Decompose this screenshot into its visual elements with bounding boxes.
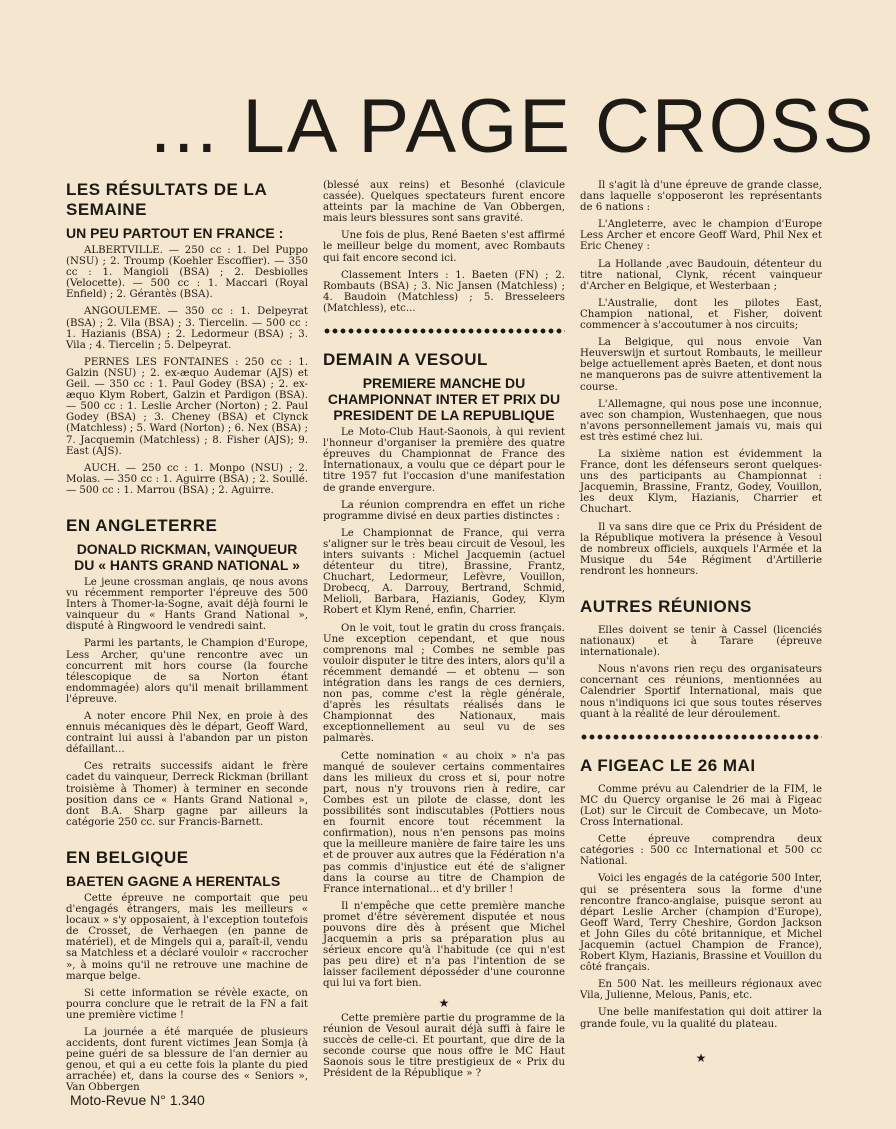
autres-paragraph: Nous n'avons rien reçu des organisateurs concernant ces réunions, mentionnées au Calendrier Sportif International, mais que nous n'indiquons ici que sous toutes réserves quant à la réalité de leur déroulement. bbox=[580, 664, 822, 720]
vesoul-nations: La sixième nation est évidemment la France, dont les défenseurs seront quelques-uns des participants au Championnat : Jacquemin, Brassine, Frantz, Godey, Vouillon, les deux Klym, Hazianis, Charrier et Chuchart. bbox=[580, 448, 822, 516]
figeac-paragraph: Voici les engagés de la catégorie 500 Inter, qui se présentera sous la forme d'une rencontre franco-anglaise, puisque seront au départ Leslie Archer (champion d'Europe), Geoff Ward, Terry Cheshire, Gordon Jackson et John Giles du côté britannique, et Michel Jacquemin (actuel Champion de France), Robert Klym, Hazianis, Brassine et Vouillon du côté français. bbox=[580, 873, 822, 974]
results-pernes: PERNES LES FONTAINES : 250 cc : 1. Galzin (NSU) ; 2. ex-æquo Audemar (AJS) et Geil. — 350 cc : 1. Paul Godey (BSA) ; 2. ex-æquo Klym Robert, Galzin et Pardigon (BSA). — 500 cc : 1. Leslie Archer (Norton) ; 2. Paul Godey (BSA) ; 3. Cheney (BSA) et Clynck (Matchless) ; 5. Ward (Norton) ; 6. Nex (BSA) ; 7. Jacquemin (Matchless) ; 8. Fisher (AJS); 9. East (AJS). bbox=[66, 356, 308, 457]
belgium-paragraph: Si cette information se révèle exacte, on pourra conclure que le retrait de la FN a fait une première victime ! bbox=[66, 987, 308, 1021]
belgium-continued: Une fois de plus, René Baeten s'est affirmé le meilleur belge du moment, avec Rombauts qui fait encore second ici. bbox=[323, 230, 565, 264]
england-paragraph: Le jeune crossman anglais, qe nous avons vu récemment remporter l'épreuve des 500 Inters à Thomer-la-Sogne, avait déjà fourni le vainqueur du « Hants Grand National », disputé à Ringwoord le vendredi saint. bbox=[66, 576, 308, 633]
vesoul-paragraph: On le voit, tout le gratin du cross français. Une exception cependant, et que nous comprenons mal ; Combes ne semble pas vouloir disputer le titre des inters, alors qu'il a récemment demandé — et obtenu — son intégration dans les rangs de ces derniers, non pas, comme c'est la règle générale, d'après les résultats réalisés dans le Championnat des Nationaux, mais exceptionnellement au seul vu de ses palmarès. bbox=[323, 622, 565, 745]
vesoul-nations: L'Allemagne, qui nous pose une inconnue, avec son champion, Wustenhaegen, que nous n'avons personnellement jamais vu, mais qui est très estimé chez lui. bbox=[580, 398, 822, 443]
vesoul-subheading: PREMIERE MANCHE DU CHAMPIONNAT INTER ET PRIX DU PRESIDENT DE LA REPUBLIQUE bbox=[327, 375, 561, 424]
england-subheading: DONALD RICKMAN, VAINQUEUR DU « HANTS GRAND NATIONAL » bbox=[74, 540, 300, 573]
belgium-paragraph: Cette épreuve ne comportait que peu d'engagés étrangers, mais les meilleurs « locaux » s'y opposaient, à l'exception toutefois de Crosset, de Verhaegen (en panne de matériel), et de Mingels qui a, paraît-il, vendu sa Matchless et a déclaré vouloir « raccrocher », à moins qu'il ne retrouve une machine de marque belge. bbox=[66, 892, 308, 982]
vesoul-paragraph: Il n'empêche que cette première manche promet d'être sévèrement disputée et nous pouvons dire dès à présent que Michel Jacquemin a pris sa préparation plus au sérieux encore qu'à l'habitude (ce qui n'est pas peu dire) et n'a pas l'intention de se laisser facilement déposséder d'une couronne qui lui va fort bien. bbox=[323, 900, 565, 990]
vesoul-nations: La Hollande ,avec Baudouin, détenteur du titre national, Clynk, récent vainqueur d'Archer en Belgique, et Westerbaan ; bbox=[580, 258, 822, 292]
results-albertville: ALBERTVILLE. — 250 cc : 1. Del Puppo (NSU) ; 2. Troump (Koehler Escoffier). — 350 cc : 1. Mangioli (BSA) ; 2. Desbiolles (Velocette). — 500 cc : 1. Maccari (Royal Enfield) ; 2. Gérantès (BSA). bbox=[66, 245, 308, 301]
vesoul-paragraph: Cette nomination « au choix » n'a pas manqué de soulever certains commentaires dans les milieux du cross et si, pour notre part, nous n'y trouvons rien à redire, car Combes est un pilote de classe, dont les possibilités sont indiscutables (Pottiers nous en fournit encore tout récemment la confirmation), nous n'en pensons pas moins que la meilleure manière de faire taire les uns et de prouver aux autres que la Fédération n'a pas commis d'injustice eut été de s'aligner dans la course au titre de Champion de France international... et d'y briller ! bbox=[323, 750, 565, 895]
autres-heading: AUTRES RÉUNIONS bbox=[580, 597, 752, 616]
belgium-heading: EN BELGIQUE bbox=[66, 847, 189, 867]
vesoul-nations: Il va sans dire que ce Prix du Président de la République motivera la présence à Vesoul de nombreux officiels, auxquels l'Armée et la Musique du 54e Régiment d'Artillerie rendront les honneurs. bbox=[580, 521, 822, 577]
belgium-paragraph: La journée a été marquée de plusieurs accidents, dont furent victimes Jean Somja (à peine guéri de sa blessure de l'an dernier au genou, et qui a eu cette fois la plante du pied arrachée) et, dans la course des « Seniors », Van Obbergen bbox=[66, 1026, 308, 1094]
england-paragraph: Parmi les partants, le Champion d'Europe, Less Archer, qu'une rencontre avec un concurrent mit hors course (la fourche télescopique de sa Norton étant endommagée) alors qu'il menait brillamment l'épreuve. bbox=[66, 638, 308, 705]
wavy-divider bbox=[323, 326, 565, 336]
belgium-classement: Classement Inters : 1. Baeten (FN) ; 2. Rombauts (BSA) ; 3. Nic Jansen (Matchless) ; 4. Baudoin (Matchless) ; 5. Bresseleers (Matchless), etc... bbox=[323, 269, 565, 314]
column-1 bbox=[66, 180, 308, 1100]
results-angouleme: ANGOULEME. — 350 cc : 1. Delpeyrat (BSA) ; 2. Vila (BSA) ; 3. Tiercelin. — 500 cc : 1. Hazianis (BSA) ; 2. Ledormeur (BSA) ; 3. Vila ; 4. Tiercelin ; 5. Delpeyrat. bbox=[66, 306, 308, 351]
belgium-subheading: BAETEN GAGNE A HERENTALS bbox=[66, 872, 281, 889]
vesoul-nations: L'Angleterre, avec le champion d'Europe Less Archer et encore Geoff Ward, Phil Nex et Eric Cheney : bbox=[580, 219, 822, 253]
vesoul-heading: DEMAIN A VESOUL bbox=[323, 350, 488, 370]
wavy-divider bbox=[580, 732, 822, 742]
star-ornament: ★ bbox=[695, 1050, 707, 1065]
vesoul-nations: Il s'agit là d'une épreuve de grande classe, dans laquelle s'opposeront les représentants de 6 nations : bbox=[580, 180, 822, 214]
results-heading: LES RÉSULTATS DE LA SEMAINE bbox=[66, 180, 267, 219]
figeac-paragraph: En 500 Nat. les meilleurs régionaux avec Vila, Julienne, Melous, Panis, etc. bbox=[580, 979, 822, 1002]
vesoul-paragraph: La réunion comprendra en effet un riche programme divisé en deux parties distinctes : bbox=[323, 499, 565, 522]
figeac-heading: A FIGEAC LE 26 MAI bbox=[580, 755, 756, 775]
column-3 bbox=[580, 180, 822, 1068]
star-ornament: ★ bbox=[438, 995, 450, 1010]
autres-paragraph: Elles doivent se tenir à Cassel (licenciés nationaux) et à Tarare (épreuve internationale). bbox=[580, 625, 822, 659]
page-footer: Moto-Revue N° 1.340 bbox=[70, 1092, 205, 1108]
vesoul-paragraph: Le Moto-Club Haut-Saonois, à qui revient l'honneur d'organiser la première des quatre épreuves du Championnat de France des Internationaux, a voulu que ce départ pour le titre 1957 fut l'occasion d'une manifestation de grande envergure. bbox=[323, 427, 565, 494]
figeac-paragraph: Une belle manifestation qui doit attirer la grande foule, vu la qualité du plateau. bbox=[580, 1007, 822, 1030]
results-auch: AUCH. — 250 cc : 1. Monpo (NSU) ; 2. Molas. — 350 cc : 1. Aguirre (BSA) ; 2. Soullé. — 500 cc : 1. Marrou (BSA) ; 2. Aguirre. bbox=[66, 462, 308, 496]
column-2 bbox=[323, 180, 565, 1085]
england-paragraph: A noter encore Phil Nex, en proie à des ennuis mécaniques dès le départ, Geoff Ward, contraint lui aussi à l'abandon par un piston défaillant... bbox=[66, 711, 308, 756]
belgium-continued: (blessé aux reins) et Besonhé (clavicule cassée). Quelques spectateurs furent encore atteints par la machine de Van Obbergen, mais leurs blessures sont sans gravité. bbox=[323, 180, 565, 225]
results-subheading: UN PEU PARTOUT EN FRANCE : bbox=[66, 225, 284, 241]
vesoul-nations: L'Australie, dont les pilotes East, Champion national, et Fisher, doivent commencer à s'accoutumer à nos circuits; bbox=[580, 297, 822, 332]
england-heading: EN ANGLETERRE bbox=[66, 515, 218, 535]
vesoul-paragraph: Le Championnat de France, qui verra s'aligner sur le très beau circuit de Vesoul, les inters suivants : Michel Jacquemin (actuel détenteur du titre), Brassine, Frantz, Chuchart, Ledormeur, Lefèvre, Vouillon, Drobecq, A. Darrouy, Bertrand, Schmid, Melioli, Barbara, Hazianis, Godey, Klym Robert et Klym René, enfin, Charrier. bbox=[323, 527, 565, 617]
vesoul-nations: La Belgique, qui nous envoie Van Heuverswijn et surtout Rombauts, le meilleur belge actuellement après Baeten, et dont nous ne manquerons pas de suivre attentivement la course. bbox=[580, 337, 822, 393]
figeac-paragraph: Comme prévu au Calendrier de la FIM, le MC du Quercy organise le 26 mai à Figeac (Lot) sur le Circuit de Combecave, un Moto-Cross International. bbox=[580, 783, 822, 829]
page-title: ... LA PAGE CROSS bbox=[150, 84, 876, 169]
vesoul-paragraph: Cette première partie du programme de la réunion de Vesoul aurait déjà suffi à faire le succès de celle-ci. Et pourtant, que dire de la seconde course que nous offre le MC Haut Saonois sous le titre prestigieux de « Prix du Président de la République » ? bbox=[323, 1012, 565, 1079]
england-paragraph: Ces retraits successifs aidant le frère cadet du vainqueur, Derreck Rickman (brillant troisième à Thomer) à terminer en seconde position dans ce « Hants Grand National », dont B.A. Sharp gagne par ailleurs la catégorie 250 cc. sur Francis-Barnett. bbox=[66, 761, 308, 828]
figeac-paragraph: Cette épreuve comprendra deux catégories : 500 cc International et 500 cc National. bbox=[580, 834, 822, 868]
